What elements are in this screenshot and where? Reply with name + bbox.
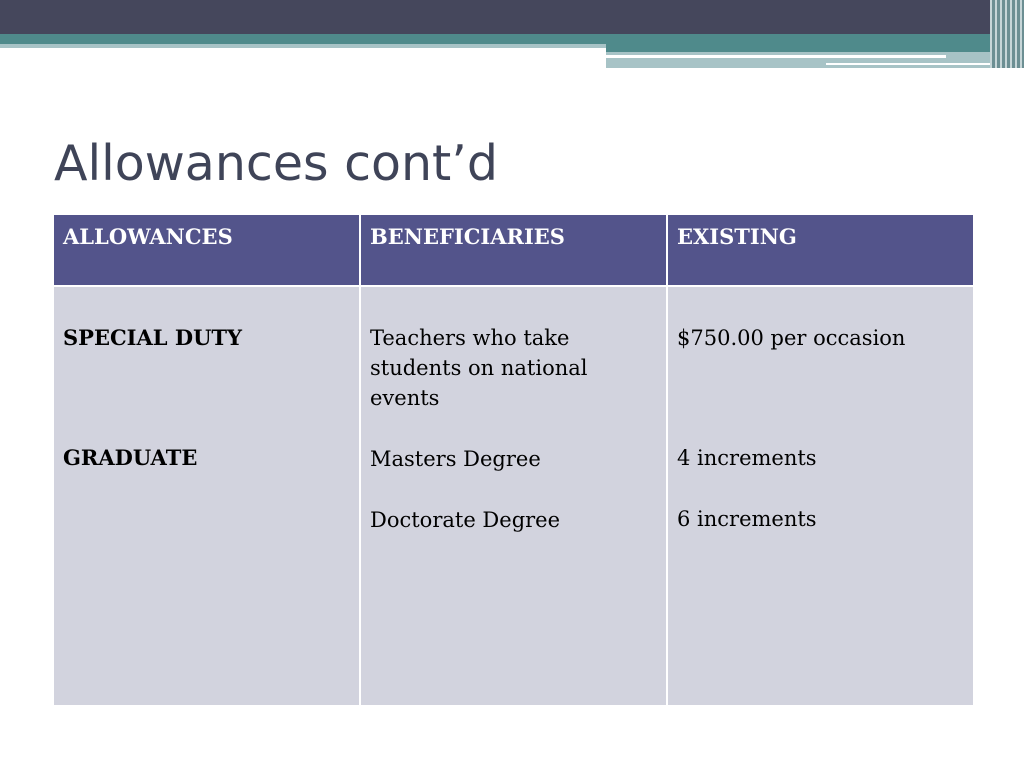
slide-title: Allowances cont’d xyxy=(54,135,498,192)
beneficiary-special-duty-line: Teachers who take xyxy=(370,326,570,350)
allowances-table xyxy=(52,213,975,707)
table-header-row xyxy=(53,214,974,286)
allowance-graduate: GRADUATE xyxy=(63,445,198,470)
allowance-special-duty: SPECIAL DUTY xyxy=(63,325,243,350)
header-band-line xyxy=(606,55,946,58)
existing-special-duty: $750.00 per occasion xyxy=(677,326,906,350)
cell-existing xyxy=(667,286,974,706)
cell-allowances xyxy=(53,286,360,706)
cell-beneficiaries xyxy=(360,286,667,706)
existing-doctorate: 6 increments xyxy=(677,507,817,531)
header-band-dark xyxy=(0,0,1024,34)
beneficiary-masters: Masters Degree xyxy=(370,447,541,471)
header-band-stripes xyxy=(990,0,1024,68)
table-row xyxy=(53,286,974,706)
header-existing: EXISTING xyxy=(667,214,974,286)
header-band-teal xyxy=(0,34,1024,44)
header-beneficiaries: BENEFICIARIES xyxy=(360,214,667,286)
header-allowances: ALLOWANCES xyxy=(53,214,360,286)
beneficiary-special-duty-line: events xyxy=(370,386,440,410)
beneficiary-special-duty-line: students on national xyxy=(370,356,588,380)
beneficiary-doctorate: Doctorate Degree xyxy=(370,508,561,532)
header-band-right-inner xyxy=(606,44,1024,52)
header-band-teal-light xyxy=(0,44,606,48)
existing-masters: 4 increments xyxy=(677,446,817,470)
